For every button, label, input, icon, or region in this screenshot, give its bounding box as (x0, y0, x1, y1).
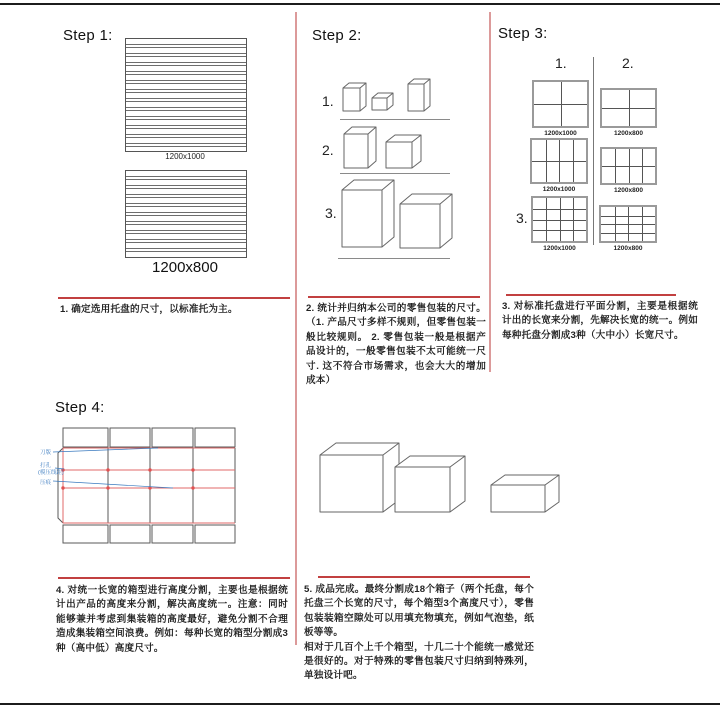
grid-label: 1200x800 (613, 245, 643, 252)
grid-label: 1200x800 (614, 187, 643, 194)
grid-cell (601, 224, 615, 233)
pallet-split-grid-4x4-1200x1000 (531, 196, 588, 243)
bottom-border-line (0, 703, 720, 705)
grid-cell (546, 209, 559, 220)
box-3d-medium-2 (386, 135, 421, 168)
grid-cell (559, 140, 573, 161)
grid-cell (573, 220, 586, 231)
grid-cell (532, 140, 546, 161)
bottom-flap-3 (152, 525, 193, 543)
grid-cell (533, 209, 546, 220)
grid-cell (642, 224, 656, 233)
grid-cell (629, 166, 642, 183)
grid-cell (534, 104, 561, 126)
perforation-dot (61, 486, 64, 489)
grid-cell (642, 233, 656, 242)
step5-paragraph-1: 5. 成品完成。最终分割成18个箱子（两个托盘，每个托盘三个长宽的尺寸，每个箱型3个高度尺寸），零售包装装箱空隙处可以用填充物填充，例如气泡垫，纸板等等。 (304, 584, 534, 639)
step3-col2-label: 2. (622, 55, 634, 71)
grid-cell (628, 233, 642, 242)
grid-cell (560, 220, 573, 231)
top-flap-3 (152, 428, 193, 447)
top-flap-2 (110, 428, 150, 447)
pallet-top-view-1200x1000 (125, 38, 247, 152)
retail-boxes-large-group (338, 176, 456, 254)
pallet-split-grid-2x2-1200x800 (600, 88, 657, 128)
step3-caption: 3. 对标准托盘进行平面分割，主要是根据统计出的长宽来分割，先解决长宽的统一。例如每种托盘分割成3种（大中小）长宽尺寸。 (502, 301, 698, 341)
step1-heading: Step 1: (63, 27, 113, 44)
grid-cell (601, 207, 615, 216)
step4-heading: Step 4: (55, 399, 105, 416)
grid-cell (546, 198, 559, 209)
top-flap-4 (195, 428, 235, 447)
final-box-flat (491, 475, 559, 512)
step3-heading: Step 3: (498, 25, 548, 42)
grid-cell (602, 149, 615, 166)
grid-cell (560, 230, 573, 241)
perforation-dot (191, 468, 194, 471)
step3-row3-label: 3. (516, 210, 528, 226)
step4-caption: 4. 对统一长宽的箱型进行高度分割，主要也是根据统计出产品的高度来分割，解决高度统一。注意：同时能够兼并考虑到集装箱的高度最好，避免分割不合理造成集装箱空间浪费。例如：每种长宽的箱型分割成3种（高中低）高度尺寸。 (56, 585, 288, 654)
column-divider-right (489, 12, 491, 372)
pallet-label-1200x1000: 1200x1000 (165, 152, 205, 161)
step2-separator-2 (340, 173, 450, 174)
grid-cell (642, 166, 655, 183)
grid-cell (573, 230, 586, 241)
step3-col1-label: 1. (555, 55, 567, 71)
grid-cell (629, 149, 642, 166)
grid-cell (642, 207, 656, 216)
step3-column-divider (593, 57, 594, 245)
step2-heading: Step 2: (312, 27, 362, 44)
grid-cell (534, 82, 561, 104)
box-3d-small-1 (343, 83, 366, 111)
grid-cell (642, 149, 655, 166)
grid-cell (629, 90, 656, 108)
retail-boxes-small-group (340, 74, 455, 118)
grid-label: 1200x800 (614, 130, 643, 137)
pallet-top-view-1200x800 (125, 170, 247, 258)
perforation-dot (148, 468, 151, 471)
pallet-split-grid-4x4-1200x800 (599, 205, 657, 243)
dieline-annotation-3: 压痕 (40, 480, 52, 486)
step5-paragraph-2: 相对于几百个上千个箱型，十几二十个能统一感觉还是很好的。对于特殊的零售包装尺寸归纳到特殊列，单独设计吧。 (304, 641, 534, 682)
grid-cell (615, 216, 629, 225)
grid-cell (533, 198, 546, 209)
bottom-flap-4 (195, 525, 235, 543)
step3-underline (506, 294, 676, 296)
grid-cell (628, 224, 642, 233)
box-3d-large-1 (342, 180, 394, 247)
perforation-dot (191, 486, 194, 489)
step2-separator-3 (338, 258, 450, 259)
grid-cell (532, 161, 546, 182)
grid-cell (615, 207, 629, 216)
top-flap-1 (63, 428, 108, 447)
grid-cell (602, 90, 629, 108)
step2-row2-label: 2. (322, 142, 334, 158)
final-box-tall (320, 443, 399, 512)
grid-cell (546, 220, 559, 231)
box-3d-small-3 (408, 79, 430, 111)
grid-label: 1200x1000 (544, 130, 577, 137)
dieline-annotation-2: 打孔 (40, 463, 52, 469)
step2-row3-label: 3. (325, 205, 337, 221)
grid-cell (629, 108, 656, 126)
grid-cell (628, 216, 642, 225)
step4-underline (58, 577, 290, 579)
grid-cell (601, 233, 615, 242)
grid-cell (546, 140, 560, 161)
pallet-split-grid-2x2-1200x1000 (532, 80, 589, 128)
perforation-dot (106, 468, 109, 471)
step2-row1-label: 1. (322, 93, 334, 109)
step2-underline (308, 296, 480, 298)
step5-caption (304, 583, 534, 684)
grid-cell (573, 140, 587, 161)
grid-cell (561, 82, 588, 104)
retail-boxes-medium-group (340, 122, 455, 172)
step5-underline (318, 576, 530, 578)
column-divider-left (295, 12, 297, 645)
pallet-split-grid-4x2-1200x800 (600, 147, 657, 185)
grid-cell (615, 149, 628, 166)
grid-cell (573, 161, 587, 182)
grid-cell (615, 233, 629, 242)
step2-caption: 2. 统计并归纳本公司的零售包装的尺寸。（1. 产品尺寸多样不规则，但零售包装一般比较规则。 2. 零售包装一般是根据产品设计的，一般零售包装不太可能统一尺寸. 这不符合市场需求，也会大大的增加成本） (306, 303, 486, 386)
step1-caption: 1. 确定选用托盘的尺寸，以标准托为主。 (60, 304, 238, 315)
grid-label: 1200x1000 (543, 245, 576, 252)
grid-cell (560, 209, 573, 220)
box-3d-large-2 (400, 194, 452, 248)
grid-cell (533, 230, 546, 241)
final-boxes-group (315, 435, 560, 515)
perforation-dot (106, 486, 109, 489)
pallet-split-grid-4x2-1200x1000 (530, 138, 588, 184)
glue-tab (58, 448, 63, 523)
box-3d-medium-1 (344, 127, 376, 168)
grid-cell (560, 198, 573, 209)
grid-cell (615, 224, 629, 233)
final-box-cube (395, 456, 465, 512)
step2-separator-1 (340, 119, 450, 120)
grid-cell (628, 207, 642, 216)
dieline-annotation-1: 刀版 (40, 450, 52, 456)
top-border-line (0, 3, 720, 5)
grid-cell (573, 198, 586, 209)
grid-cell (533, 220, 546, 231)
grid-cell (601, 216, 615, 225)
grid-cell (561, 104, 588, 126)
grid-cell (573, 209, 586, 220)
grid-cell (642, 216, 656, 225)
carton-dieline-diagram (38, 425, 240, 548)
bottom-flap-1 (63, 525, 108, 543)
grid-cell (615, 166, 628, 183)
grid-cell (546, 230, 559, 241)
step1-underline (58, 297, 290, 299)
box-3d-small-2 (372, 93, 393, 110)
bottom-flap-2 (110, 525, 150, 543)
grid-cell (602, 166, 615, 183)
annotation-arrow-3 (53, 481, 173, 488)
dieline-annotation-2b: (模压线距) (38, 470, 64, 476)
grid-label: 1200x1000 (542, 186, 576, 193)
grid-cell (559, 161, 573, 182)
grid-cell (546, 161, 560, 182)
annotation-arrow-1 (53, 448, 158, 452)
grid-cell (602, 108, 629, 126)
pallet-label-1200x800: 1200x800 (152, 259, 218, 276)
